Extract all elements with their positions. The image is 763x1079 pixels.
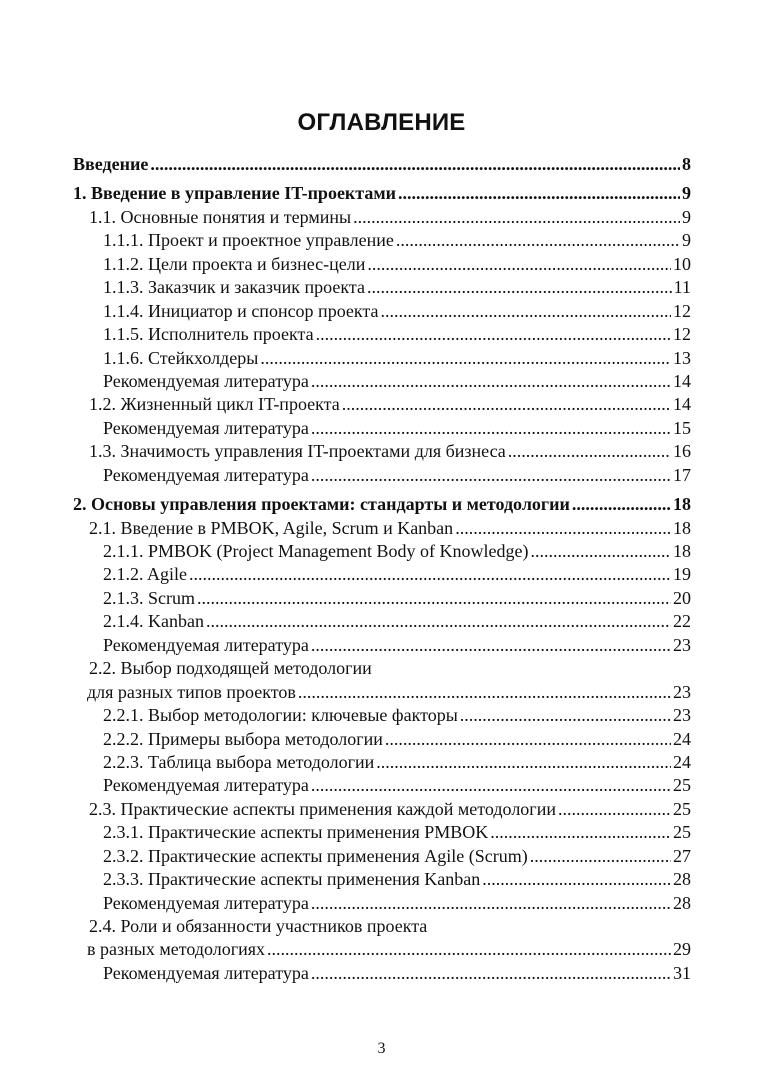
toc-entry[interactable] [73,892,691,915]
toc-entry-label: 1.1.1. Проект и проектное управление [103,230,394,251]
toc-entry-label: 1.1.6. Стейкхолдеры [103,347,259,368]
dot-leader [376,751,671,774]
toc-entry-page: 23 [673,634,691,655]
dot-leader [311,464,671,487]
toc-entry[interactable] [73,845,691,868]
dot-leader [490,821,671,844]
dot-leader [455,517,671,540]
dot-leader [385,728,671,751]
toc-entry-page: 28 [673,892,691,913]
toc-entry-label: 1.1.3. Заказчик и заказчик проекта [103,277,365,298]
toc-entry-label: 2.2.1. Выбор методологии: ключевые факторы [103,705,458,726]
toc-entry-page: 18 [673,517,691,538]
table-of-contents [73,153,691,985]
dot-leader [342,393,671,416]
toc-entry-page: 16 [673,441,691,462]
toc-entry-page: 24 [673,728,691,749]
toc-entry-page: 23 [673,705,691,726]
toc-entry-label: 2.3.3. Практические аспекты применения Kanban [103,869,481,890]
toc-entry-page: 14 [673,370,691,391]
toc-entry[interactable] [73,182,691,205]
toc-entry-page: 15 [673,417,691,438]
toc-entry[interactable] [73,610,691,633]
dot-leader [530,845,671,868]
toc-entry-label: для разных типов проектов [87,681,296,702]
dot-leader [206,610,671,633]
toc-entry-page: 17 [673,464,691,485]
toc-entry-label: Рекомендуемая литература [103,775,309,796]
toc-entry-page: 9 [682,230,691,251]
dot-leader [530,540,671,563]
toc-entry-label: 1.1.2. Цели проекта и бизнес-цели [103,253,366,274]
toc-entry-label: 2.2.3. Таблица выбора методологии [103,751,375,772]
dot-leader [150,153,680,176]
toc-entry-page: 25 [673,798,691,819]
toc-entry-page: 31 [673,962,691,983]
toc-entry-label: 2. Основы управления проектами: стандарты и методологии [73,494,570,515]
toc-entry-label: 2.1.2. Agile [103,564,187,585]
toc-entry[interactable] [73,300,691,323]
toc-entry-page: 10 [673,253,691,274]
dot-leader [316,323,671,346]
dot-leader [311,892,671,915]
toc-entry-page: 11 [673,277,691,298]
toc-entry[interactable] [73,276,691,299]
toc-entry[interactable] [73,962,691,985]
toc-entry-page: 18 [673,494,691,515]
dot-leader [508,440,671,463]
toc-entry-page: 8 [682,154,691,174]
toc-entry[interactable] [73,587,691,610]
toc-entry-label: 2.1.4. Kanban [103,611,204,632]
toc-entry[interactable] [73,440,691,463]
dot-leader [380,300,671,323]
toc-entry-page: 22 [673,611,691,632]
dot-leader [311,417,671,440]
toc-entry[interactable] [73,798,691,821]
toc-entry-label: Введение [73,154,149,174]
dot-leader [367,253,671,276]
toc-entry-label: 2.1.1. PMBOK (Project Management Body of Knowledge) [103,541,529,561]
dot-leader [367,276,672,299]
toc-entry[interactable] [73,370,691,393]
toc-entry-label: 1. Введение в управление IT-проектами [73,183,396,204]
dot-leader [189,563,671,586]
dot-leader [396,229,680,252]
toc-entry-label-line1[interactable]: 2.4. Роли и обязанности участников проекта [89,916,428,936]
toc-entry[interactable] [73,153,691,176]
toc-entry-label-line1[interactable]: 2.2. Выбор подходящей методологии [89,658,372,679]
toc-entry[interactable] [73,493,691,516]
toc-entry-label: 1.1.5. Исполнитель проекта [103,324,314,345]
toc-entry[interactable] [73,728,691,751]
toc-entry-page: 24 [673,751,691,772]
dot-leader [460,704,671,727]
toc-entry[interactable] [73,323,691,346]
toc-entry[interactable] [73,464,691,487]
toc-entry-label: Рекомендуемая литература [103,892,309,913]
dot-leader [558,798,671,821]
toc-entry-label: Рекомендуемая литература [103,962,309,983]
dot-leader [572,493,671,516]
toc-entry-label: 1.2. Жизненный цикл IT-проекта [89,394,340,415]
toc-entry-label: 1.1. Основные понятия и термины [89,206,352,227]
toc-entry-page: 9 [682,206,691,227]
toc-entry-label: в разных методологиях [87,939,266,960]
toc-entry-label: 2.3.2. Практические аспекты применения Agile (Scrum) [103,845,528,866]
toc-entry-page: 14 [673,394,691,415]
toc-entry-page: 18 [673,541,691,561]
toc-entry[interactable] [73,229,691,252]
toc-entry-page: 12 [673,324,691,345]
toc-entry-page: 9 [682,183,691,204]
toc-entry-label: 2.2.2. Примеры выбора методологии [103,728,383,749]
toc-entry[interactable] [73,821,691,844]
toc-entry[interactable] [73,774,691,797]
toc-entry[interactable] [73,540,691,563]
toc-entry-label: 2.1. Введение в PMBOK, Agile, Scrum и Kanban [89,517,454,538]
toc-entry[interactable] [73,751,691,774]
toc-entry[interactable] [73,634,691,657]
dot-leader [311,962,671,985]
dot-leader [482,868,671,891]
dot-leader [311,370,671,393]
toc-entry-page: 27 [673,845,691,866]
toc-entry[interactable] [73,347,691,370]
toc-entry-page: 25 [673,822,691,843]
toc-entry-page: 28 [673,869,691,890]
dot-leader [311,634,671,657]
toc-entry-label: 1.1.4. Инициатор и спонсор проекта [103,300,379,321]
toc-entry[interactable] [73,393,691,416]
toc-entry-page: 20 [673,587,691,608]
dot-leader [353,206,680,229]
toc-entry[interactable] [73,253,691,276]
toc-entry-page: 13 [673,347,691,368]
toc-entry[interactable] [73,704,691,727]
toc-entry-label: 1.3. Значимость управления IT-проектами для бизнеса [89,441,506,462]
toc-entry-label: 2.3. Практические аспекты применения каждой методологии [89,798,556,819]
toc-entry-label: Рекомендуемая литература [103,370,309,391]
toc-entry[interactable] [73,417,691,440]
dot-leader [398,182,680,205]
dot-leader [260,347,671,370]
toc-entry[interactable] [73,938,691,961]
toc-entry[interactable] [73,206,691,229]
dot-leader [298,681,671,704]
toc-entry[interactable] [73,868,691,891]
toc-entry[interactable] [73,517,691,540]
toc-entry[interactable] [73,563,691,586]
toc-entry[interactable] [73,681,691,704]
toc-entry-page: 29 [673,939,691,960]
dot-leader [197,587,671,610]
toc-entry-page: 19 [673,564,691,585]
page-title: ОГЛАВЛЕНИЕ [297,109,466,136]
toc-entry-page: 23 [673,681,691,702]
dot-leader [267,938,671,961]
toc-entry-label: Рекомендуемая литература [103,417,309,438]
toc-entry-page: 25 [673,775,691,796]
toc-entry-label: Рекомендуемая литература [103,464,309,485]
page-number: 3 [377,1040,386,1057]
toc-entry-label: 2.1.3. Scrum [103,587,195,608]
dot-leader [311,774,671,797]
toc-entry-label: 2.3.1. Практические аспекты применения PMBOK [103,822,489,843]
toc-entry-label: Рекомендуемая литература [103,634,309,655]
toc-entry-page: 12 [673,300,691,321]
